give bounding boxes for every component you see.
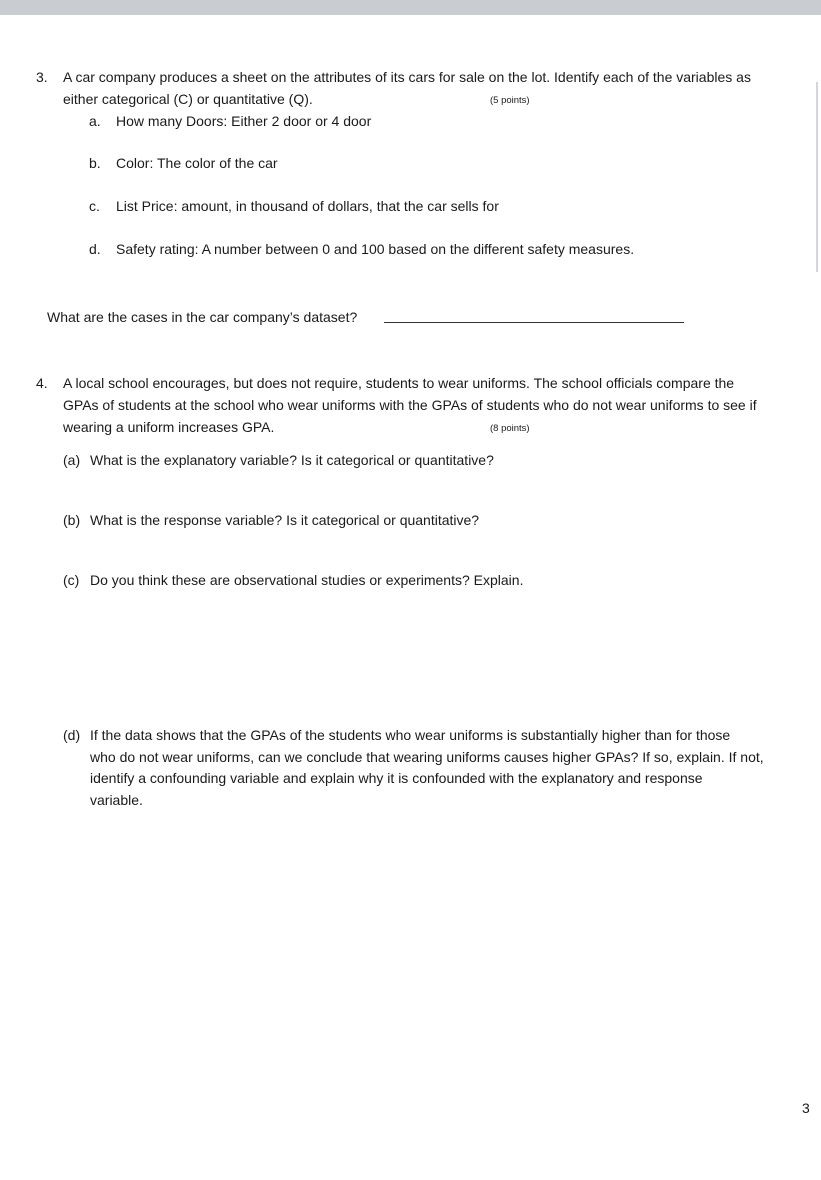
- item-c-marker: c.: [89, 198, 100, 214]
- item-a-marker: a.: [89, 113, 101, 129]
- question-4-line-1: A local school encourages, but does not require, students to wear uniforms. The school officials compare the: [63, 375, 735, 391]
- cases-answer-blank[interactable]: [384, 322, 684, 323]
- item-d-text: Safety rating: A number between 0 and 100 based on the different safety measures.: [116, 241, 635, 257]
- cases-question: What are the cases in the car company’s dataset?: [47, 309, 358, 325]
- question-3-points: (5 points): [490, 95, 530, 106]
- item-b-text: Color: The color of the car: [116, 155, 278, 171]
- part-a-text: What is the explanatory variable? Is it categorical or quantitative?: [90, 452, 494, 468]
- item-a-text: How many Doors: Either 2 door or 4 door: [116, 113, 372, 129]
- top-bar: [0, 0, 821, 15]
- scroll-edge: [816, 82, 818, 272]
- question-4-line-2: GPAs of students at the school who wear uniforms with the GPAs of students who do not wear uniforms to see if: [63, 397, 757, 413]
- part-a-marker: (a): [63, 452, 81, 468]
- question-4-line-3: wearing a uniform increases GPA.: [63, 419, 275, 435]
- part-c-text: Do you think these are observational studies or experiments? Explain.: [90, 572, 524, 588]
- question-4-number: 4.: [36, 375, 48, 391]
- question-3-line-2: either categorical (C) or quantitative (Q).: [63, 91, 313, 107]
- item-b-marker: b.: [89, 155, 101, 171]
- part-d-line-2: who do not wear uniforms, can we conclude that wearing uniforms causes higher GPAs? If so, explain. If not,: [90, 749, 764, 765]
- part-c-marker: (c): [63, 572, 80, 588]
- question-3-line-1: A car company produces a sheet on the attributes of its cars for sale on the lot. Identify each of the variables as: [63, 69, 751, 85]
- part-b-text: What is the response variable? Is it categorical or quantitative?: [90, 512, 480, 528]
- item-d-marker: d.: [89, 241, 101, 257]
- part-b-marker: (b): [63, 512, 81, 528]
- part-d-line-3: identify a confounding variable and explain why it is confounded with the explanatory and response: [90, 770, 703, 786]
- question-4-points: (8 points): [490, 423, 530, 434]
- part-d-line-4: variable.: [90, 792, 143, 808]
- item-c-text: List Price: amount, in thousand of dollars, that the car sells for: [116, 198, 499, 214]
- question-3-number: 3.: [36, 69, 48, 85]
- page-number: 3: [802, 1100, 810, 1116]
- part-d-marker: (d): [63, 727, 81, 743]
- part-d-line-1: If the data shows that the GPAs of the students who wear uniforms is substantially higher than for those: [90, 727, 731, 743]
